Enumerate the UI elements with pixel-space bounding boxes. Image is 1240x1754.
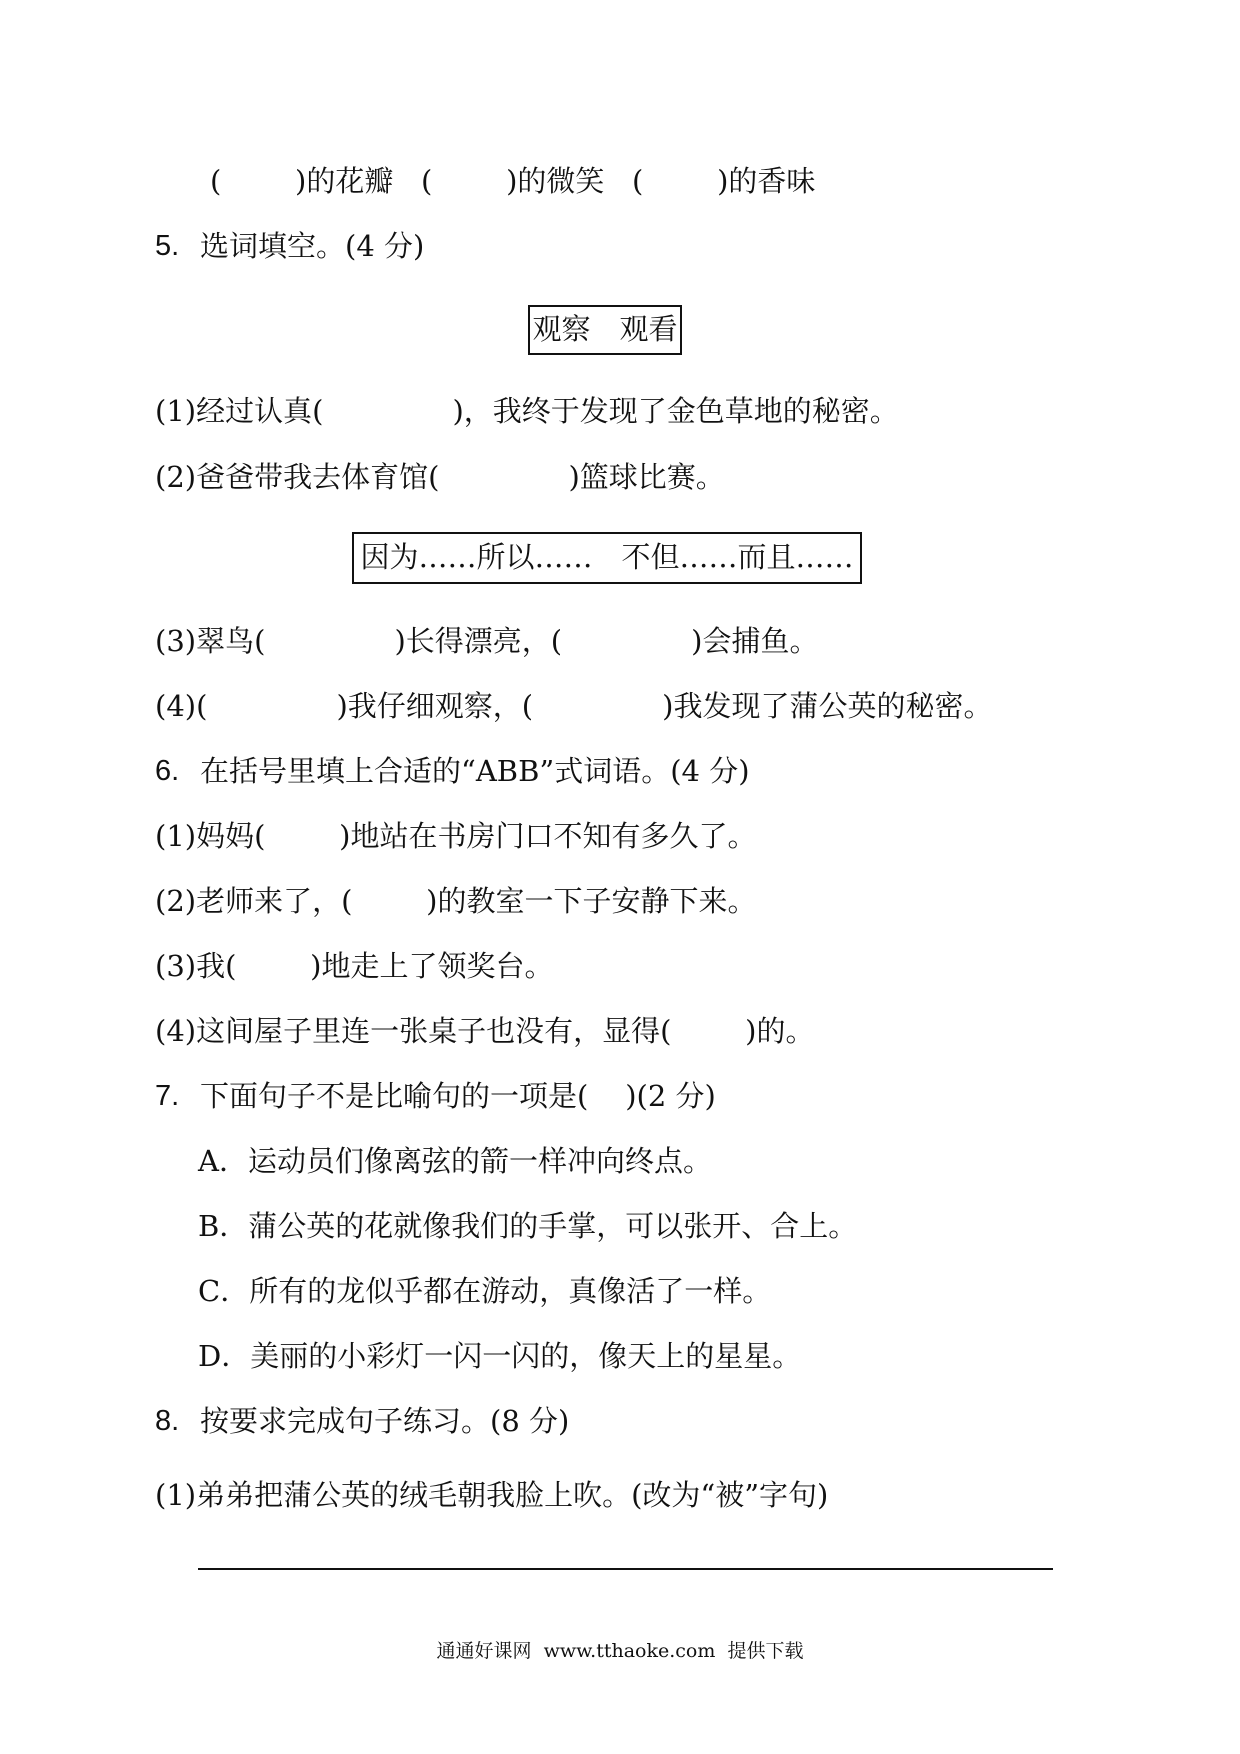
word-box-1: 观察 观看	[528, 305, 682, 355]
question-7-option-a: A．运动员们像离弦的箭一样冲向终点。	[198, 1144, 712, 1178]
word-box-2: 因为……所以…… 不但……而且……	[352, 532, 862, 584]
question-6-number: 6.	[155, 755, 180, 787]
question-5-item-4: (4)( )我仔细观察，( )我发现了蒲公英的秘密。	[155, 689, 993, 723]
question-7-title: 下面句子不是比喻句的一项是( )(2 分)	[200, 1079, 716, 1113]
question-7-option-d: D．美丽的小彩灯一闪一闪的，像天上的星星。	[198, 1339, 802, 1373]
question-7-number: 7.	[155, 1080, 180, 1112]
question-5-item-3: (3)翠鸟( )长得漂亮，( )会捕鱼。	[155, 624, 819, 658]
question-6-item-3: (3)我( )地走上了领奖台。	[155, 949, 554, 983]
question-8-item-1: (1)弟弟把蒲公英的绒毛朝我脸上吹。(改为“被”字句)	[155, 1478, 829, 1512]
question-8-title: 按要求完成句子练习。(8 分)	[200, 1404, 570, 1438]
question-8-number: 8.	[155, 1405, 180, 1437]
question-5-title: 选词填空。(4 分)	[200, 229, 425, 263]
question-7-option-b: B．蒲公英的花就像我们的手掌，可以张开、合上。	[198, 1209, 858, 1243]
question-6-item-4: (4)这间屋子里连一张桌子也没有，显得( )的。	[155, 1014, 815, 1048]
question-6-title: 在括号里填上合适的“ABB”式词语。(4 分)	[200, 754, 750, 788]
question-5-item-2: (2)爸爸带我去体育馆( )篮球比赛。	[155, 460, 725, 494]
question-6-item-2: (2)老师来了，( )的教室一下子安静下来。	[155, 884, 757, 918]
question-5-item-1: (1)经过认真( )，我终于发现了金色草地的秘密。	[155, 394, 899, 428]
page-footer: 通通好课网 www.tthaoke.com 提供下载	[436, 1640, 804, 1662]
question-7-option-c: C．所有的龙似乎都在游动，真像活了一样。	[198, 1274, 772, 1308]
question-6-item-1: (1)妈妈( )地站在书房门口不知有多久了。	[155, 819, 757, 853]
fill-blank-phrases: ( )的花瓣 ( )的微笑 ( )的香味	[210, 164, 816, 198]
answer-line	[198, 1568, 1053, 1570]
question-5-number: 5.	[155, 230, 180, 262]
